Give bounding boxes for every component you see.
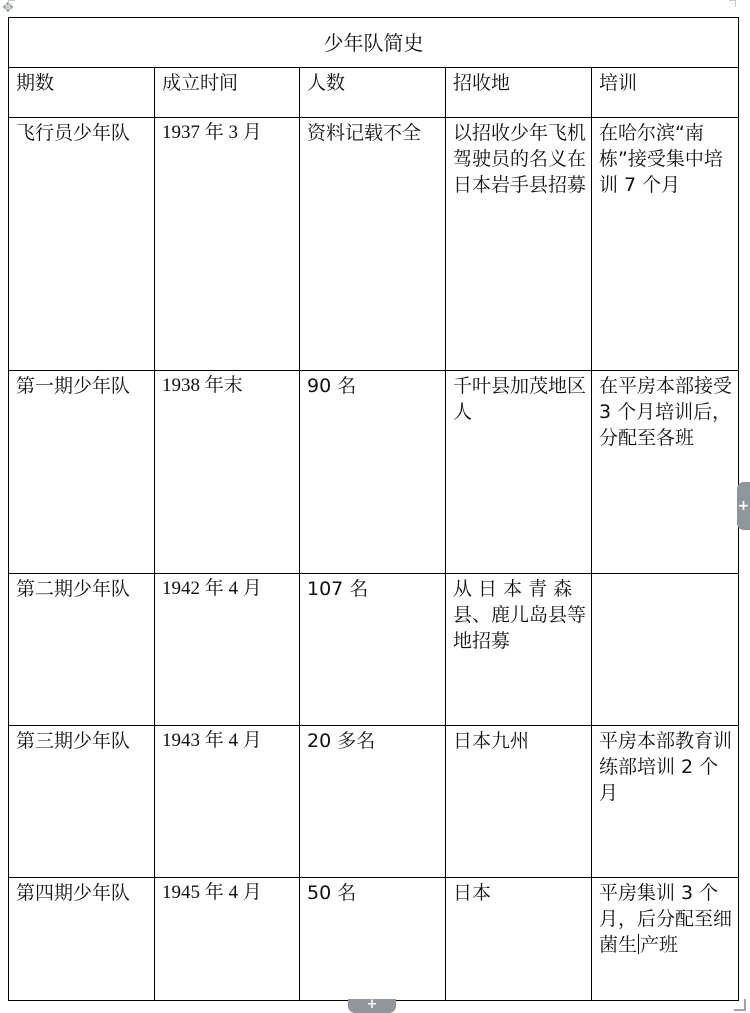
table-cell[interactable] [155, 878, 300, 1001]
table-cell[interactable] [592, 371, 739, 574]
add-column-plus-icon[interactable]: + [348, 999, 396, 1013]
table-cell[interactable] [9, 878, 155, 1001]
cell-count: 资料记载不全 [307, 122, 422, 144]
header-cell[interactable] [155, 68, 300, 118]
cell-count: 90 名 [307, 375, 357, 397]
header-period: 期数 [16, 72, 55, 94]
table-cell[interactable] [155, 371, 300, 574]
cell-training-part-b: 产班 [640, 934, 679, 956]
table-cell[interactable] [300, 371, 446, 574]
header-row [9, 68, 739, 118]
add-row-plus-icon[interactable]: + [737, 482, 750, 530]
text-cursor [638, 934, 639, 954]
table-cell[interactable] [592, 878, 739, 1001]
cell-training [592, 574, 738, 576]
header-recruit: 招收地 [453, 72, 511, 94]
table-cell[interactable] [155, 726, 300, 878]
table-title: 少年队简史 [323, 31, 424, 55]
cell-period: 第四期少年队 [16, 882, 131, 904]
cell-founded: 1938 年末 [162, 375, 243, 396]
cell-period: 第一期少年队 [16, 375, 131, 397]
cell-period: 第二期少年队 [16, 578, 131, 600]
table-cell[interactable] [446, 371, 592, 574]
cell-training-part-a: 平房集训 3 个月，后分配至细菌生 [599, 882, 733, 956]
table-cell[interactable] [446, 878, 592, 1001]
page-corner-mark [729, 0, 736, 7]
table-title-cell[interactable] [9, 18, 739, 68]
header-cell[interactable] [300, 68, 446, 118]
table-cell[interactable] [300, 574, 446, 726]
cell-count: 20 多名 [307, 730, 376, 752]
table-row [9, 878, 739, 1001]
table-cell[interactable] [446, 726, 592, 878]
cell-recruit: 以招收少年飞机驾驶员的名义在日本岩手县招募 [453, 122, 587, 196]
table-cell[interactable] [9, 726, 155, 878]
table-cell[interactable] [300, 878, 446, 1001]
table-move-handle-icon[interactable]: ✥ [2, 0, 14, 16]
table-cell[interactable] [592, 574, 739, 726]
table-cell[interactable] [446, 118, 592, 371]
header-cell[interactable] [592, 68, 739, 118]
header-founded: 成立时间 [162, 72, 239, 94]
cell-count: 50 名 [307, 882, 357, 904]
table-cell[interactable] [592, 726, 739, 878]
header-count: 人数 [307, 72, 346, 94]
cell-recruit: 从 日 本 青 森县、鹿儿岛县等地招募 [453, 578, 587, 652]
header-cell[interactable] [446, 68, 592, 118]
header-cell[interactable] [9, 68, 155, 118]
table-cell[interactable] [155, 118, 300, 371]
table-resize-icon[interactable] [734, 999, 746, 1011]
table-cell[interactable] [300, 726, 446, 878]
cell-recruit: 日本 [453, 882, 492, 904]
cell-recruit: 日本九州 [453, 730, 530, 752]
table-cell[interactable] [9, 118, 155, 371]
cell-period: 第三期少年队 [16, 730, 131, 752]
header-training: 培训 [599, 72, 638, 94]
cell-count: 107 名 [307, 578, 369, 600]
cell-founded: 1945 年 4 月 [162, 882, 262, 903]
cell-founded: 1937 年 3 月 [162, 122, 262, 143]
cell-training [592, 878, 738, 958]
table-cell[interactable] [155, 574, 300, 726]
table-cell[interactable] [300, 118, 446, 371]
cell-recruit: 千叶县加茂地区人 [453, 375, 587, 423]
table-cell[interactable] [446, 574, 592, 726]
table-row [9, 118, 739, 371]
table-cell[interactable] [592, 118, 739, 371]
table-row [9, 726, 739, 878]
cell-training: 平房本部教育训练部培训 2 个月 [599, 730, 733, 804]
table-cell[interactable] [9, 371, 155, 574]
cell-training: 在平房本部接受 3 个月培训后，分配至各班 [599, 375, 739, 449]
cell-founded: 1943 年 4 月 [162, 730, 262, 751]
table-row [9, 371, 739, 574]
page-corner-mark [8, 0, 15, 7]
history-table [8, 17, 739, 1001]
table-row [9, 574, 739, 726]
table-cell[interactable] [9, 574, 155, 726]
cell-period: 飞行员少年队 [16, 122, 131, 144]
cell-founded: 1942 年 4 月 [162, 578, 262, 599]
cell-training: 在哈尔滨“南栋”接受集中培训 7 个月 [599, 122, 723, 196]
